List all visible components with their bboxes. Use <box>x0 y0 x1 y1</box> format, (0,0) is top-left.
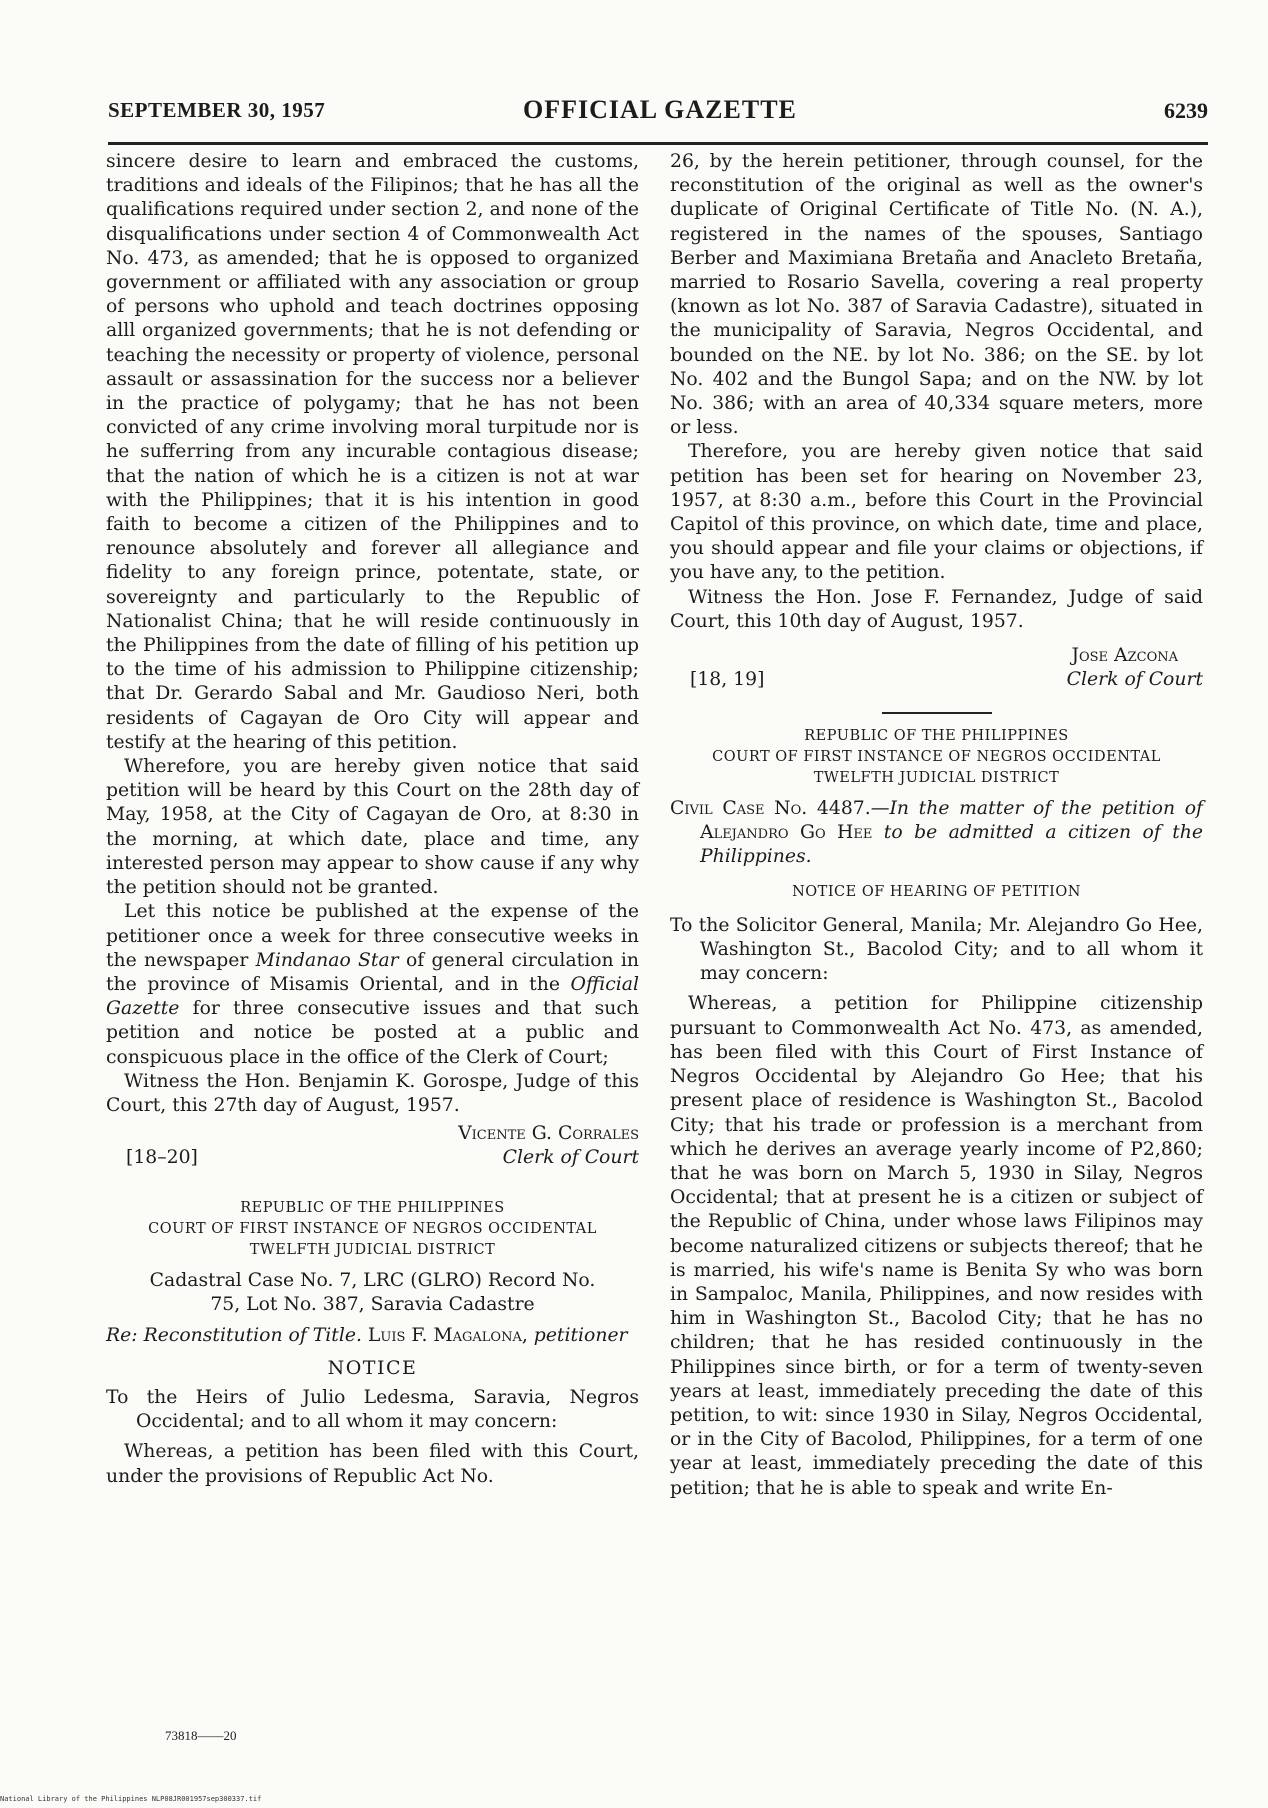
left-paragraph-2: Wherefore, you are hereby given notice that said petition will be heard by this Court on the 28th day of May, 1958, at the City of Cagayan de Oro, at 8:30 in the morning, at which date, place and time, any interested person may appear to show cause if any why the petition should not be granted. <box>106 756 639 899</box>
right-paragraph-1: 26, by the herein petitioner, through counsel, for the reconstitution of the original as well as the owner's duplicate of Original Certificate of Title No. (N. A.), registered in the names of the spouses, Santiago Berber and Maximiana Bretaña and Anacleto Bretaña, married to Rosario Savella, covering a real property (known as lot No. 387 of Saravia Cadastre), situated in the municipality of Saravia, Negros Occidental, and bounded on the NE. by lot No. 386; on the SE. by lot No. 402 and the Bungol Sapa; and on the NW. by lot No. 386; with an area of 40,334 square meters, more or less. <box>670 151 1203 439</box>
case-title-line-2: 75, Lot No. 387, Saravia Cadastre <box>210 1294 535 1316</box>
page-number: 6239 <box>1164 98 1208 123</box>
case-title-line-1: Cadastral Case No. 7, LRC (GLRO) Record No. <box>149 1270 596 1292</box>
re-line <box>106 1324 639 1348</box>
signatory-role: Clerk of Court <box>1066 669 1203 691</box>
issue-reference: [18, 19] <box>690 669 765 691</box>
page-header <box>108 95 1208 138</box>
gazette-name: Official Gazette <box>106 973 639 1020</box>
signatory-role: Clerk of Court <box>502 1147 639 1169</box>
case-text-b: to be admitted a citizen of the Philippines. <box>700 822 1203 868</box>
left-signature-block <box>106 1122 639 1172</box>
court-heading <box>106 1198 639 1261</box>
p3-part-c: for three consecutive issues and that such petition and notice be posted at a public and conspicuous place in the office of the Clerk of Court; <box>106 998 639 1068</box>
right-paragraph-2: Therefore, you are hereby given notice that said petition has been set for hearing on November 23, 1957, at 8:30 a.m., before this Court in the Provincial Capitol of this province, on which date, time and place, you should appear and file your claims or objections, if you have any, to the petition. <box>670 441 1203 584</box>
print-code: 73818——20 <box>165 1728 237 1743</box>
left-paragraph-4: Witness the Hon. Benjamin K. Gorospe, Judge of this Court, this 27th day of August, 1957. <box>106 1070 639 1116</box>
left-paragraph-1: sincere desire to learn and embraced the customs, traditions and ideals of the Filipinos; that he has all the qualifications required under section 2, and none of the disqualifications under section 4 of Commonwealth Act No. 473, as amended; that he is opposed to organized government or affiliated with any association or group of persons who uphold and teach doctrines opposing alll organized governments; that he is not defending or teaching the necessity or property of violence, personal assault or assassination for the success nor a believer in the practice of polygamy; that he has not been convicted of any crime involving moral turpitude nor is he sufferring from any incurable contagious disease; that the nation of which he is a citizen is not at war with the Philippines; that it is his intention in good faith to become a citizen of the Philippines and to renounce absolutely and forever all allegiance and fidelity to any foreign prince, potentate, state, or sovereignty and particularly to the Republic of Nationalist China; that he will reside continuously in the Philippines from the date of filling of his petition up to the time of his admission to Philippine citizenship; that Dr. Gerardo Sabal and Mr. Gaudioso Neri, both residents of Cagayan de Oro City will appear and testify at the hearing of this petition. <box>106 151 639 753</box>
left-column <box>106 150 639 1489</box>
p3-part-a: Let this notice be published at the expense of the petitioner once a week for three consecutive weeks in the newspaper <box>106 901 639 971</box>
court-line-1: REPUBLIC OF THE PHILIPPINES <box>240 1200 505 1217</box>
court-line-3: TWELFTH JUDICIAL DISTRICT <box>813 770 1060 787</box>
re-title: Reconstitution of Title. <box>143 1324 362 1346</box>
issue-reference: [18–20] <box>126 1147 198 1169</box>
case-title <box>670 797 1203 870</box>
court-line-2: COURT OF FIRST INSTANCE OF NEGROS OCCIDENTAL <box>148 1221 597 1238</box>
notice-heading: NOTICE OF HEARING OF PETITION <box>792 883 1081 900</box>
left-paragraph-3 <box>106 900 639 1069</box>
signatory-name: Vicente G. Corrales <box>458 1123 639 1145</box>
court-line-2: COURT OF FIRST INSTANCE OF NEGROS OCCIDENTAL <box>712 749 1161 766</box>
court-line-1: REPUBLIC OF THE PHILIPPINES <box>804 728 1069 745</box>
right-paragraph-3: Witness the Hon. Jose F. Fernandez, Judge of said Court, this 10th day of August, 1957. <box>670 586 1203 632</box>
addressees: To the Solicitor General, Manila; Mr. Alejandro Go Hee, Washington St., Bacolod City; and to all whom it may concern: <box>670 914 1203 985</box>
issue-date: SEPTEMBER 30, 1957 <box>108 98 326 122</box>
right-signature-block <box>670 644 1203 694</box>
section-divider <box>882 712 992 714</box>
right-column <box>670 150 1203 1501</box>
case-text-a: —In the matter of the petition of <box>870 798 1203 820</box>
newspaper-name: Mindanao Star <box>255 949 399 971</box>
court-line-3: TWELFTH JUDICIAL DISTRICT <box>249 1242 496 1259</box>
scan-credit: National Library of the Philippines NLP08JR001957sep300337.tif <box>0 1795 262 1803</box>
header-rule <box>108 142 1208 145</box>
petitioner-name: Alejandro Go Hee <box>700 822 873 844</box>
signatory-name: Jose Azcona <box>1071 645 1178 667</box>
p3-part-b: of general circulation in the province of Misamis Oriental, and in the <box>106 949 639 995</box>
right-paragraph-4: Whereas, a petition for Philippine citizenship pursuant to Commonwealth Act No. 473, as amended, has been filed with this Court of First Instance of Negros Occidental by Alejandro Go Hee; that his present place of residence is Washington St., Bacolod City; that his trade or profession is a merchant from which he derives an average yearly income of P2,860; that he was born on March 5, 1930 in Silay, Negros Occidental; that at present he is a citizen or subject of the Republic of China, under whose laws Filipinos may become naturalized citizens or subjects thereof; that he is married, his wife's name is Benita Sy who was born in Sampaloc, Manila, Philippines, and now resides with him in Washington St., Bacolod City; that he has no children; that he has resided continuously in the Philippines since birth, or for a term of twenty-seven years at least, immediately preceding the date of this petition, to wit: since 1930 in Silay, Negros Occidental, or in the City of Bacolod, Philippines, for a term of one year at least, immediately preceding the date of this petition; that he is able to speak and write En- <box>670 993 1203 1499</box>
petitioner-label: petitioner <box>533 1324 628 1346</box>
notice-heading: NOTICE <box>327 1356 418 1379</box>
re-label: Re: <box>106 1324 138 1346</box>
left-paragraph-5: Whereas, a petition has been filed with this Court, under the provisions of Republic Act No. <box>106 1441 639 1487</box>
court-heading <box>670 726 1203 789</box>
addressees: To the Heirs of Julio Ledesma, Saravia, Negros Occidental; and to all whom it may concern: <box>106 1386 639 1433</box>
case-number: Civil Case No. 4487. <box>670 798 871 820</box>
petitioner-name: Luis F. Magalona, <box>367 1324 528 1346</box>
publication-title: OFFICIAL GAZETTE <box>523 95 797 124</box>
